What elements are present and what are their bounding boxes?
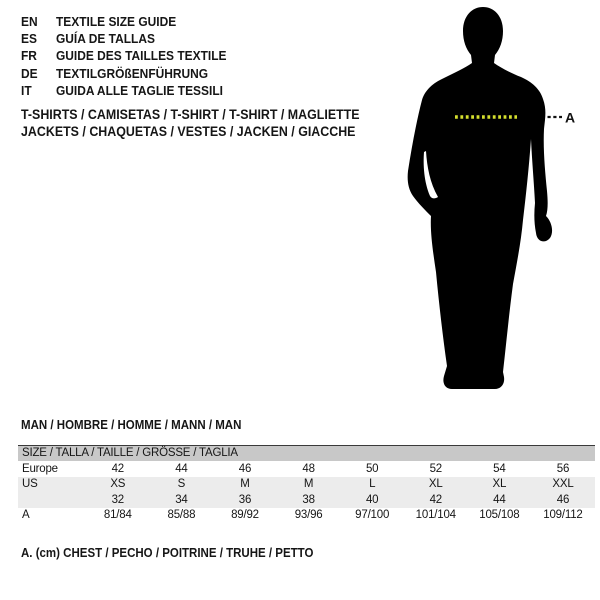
row-label: A <box>22 509 30 522</box>
language-label: TEXTILGRÖßENFÜHRUNG <box>55 65 209 81</box>
language-list <box>21 13 227 99</box>
table-cell: 101/104 <box>415 509 456 522</box>
table-cell: 54 <box>493 462 506 475</box>
row-label: Europe <box>22 462 58 475</box>
table-cell: 32 <box>111 493 124 506</box>
table-cell: XXL <box>552 478 574 491</box>
language-row-de <box>21 65 227 82</box>
section-title: MAN / HOMBRE / HOMME / MANN / MAN <box>21 418 242 432</box>
table-cell: 50 <box>365 462 379 475</box>
language-code: IT <box>21 82 32 98</box>
table-cell: 48 <box>302 462 315 475</box>
table-cell: 34 <box>175 493 188 506</box>
language-label: GUIDA ALLE TAGLIE TESSILI <box>55 82 223 98</box>
language-label: GUIDE DES TAILLES TEXTILE <box>55 48 227 64</box>
table-cell: 44 <box>175 462 188 475</box>
size-table <box>18 445 595 523</box>
language-label: GUÍA DE TALLAS <box>55 31 155 47</box>
table-cell: 89/92 <box>231 509 259 522</box>
language-label: TEXTILE SIZE GUIDE <box>55 14 177 30</box>
language-row-es <box>21 30 227 47</box>
table-cell: L <box>369 478 376 491</box>
table-cell: 105/108 <box>479 509 520 522</box>
table-cell: 40 <box>365 493 379 506</box>
table-cell: XL <box>492 478 507 491</box>
table-cell: 93/96 <box>294 509 323 522</box>
language-code: FR <box>21 48 37 64</box>
table-cell: 44 <box>493 493 506 506</box>
table-cell: S <box>177 478 186 491</box>
row-label: US <box>22 478 38 491</box>
table-cell: M <box>303 478 314 491</box>
language-code: DE <box>21 65 38 81</box>
measure-footnote: A. (cm) CHEST / PECHO / POITRINE / TRUHE / PETTO <box>21 546 314 560</box>
table-cell: 85/88 <box>167 509 196 522</box>
size-table-header: SIZE / TALLA / TAILLE / GRÖSSE / TAGLIA <box>18 446 595 461</box>
man-body-shape <box>408 7 552 389</box>
table-cell: XS <box>110 478 126 491</box>
man-silhouette <box>395 5 580 393</box>
measure-label-a: A <box>565 109 576 126</box>
table-cell: 81/84 <box>103 509 132 522</box>
category-list <box>21 107 360 140</box>
category-line-tshirts: T-SHIRTS / CAMISETAS / T-SHIRT / T-SHIRT / MAGLIETTE <box>21 107 360 122</box>
table-cell: 42 <box>429 493 442 506</box>
category-line-jackets: JACKETS / CHAQUETAS / VESTES / JACKEN / GIACCHE <box>21 123 356 139</box>
table-cell: 109/112 <box>543 509 583 522</box>
table-cell: 52 <box>429 462 442 475</box>
language-code: ES <box>21 31 37 47</box>
table-row-europe <box>18 461 595 477</box>
table-cell: 42 <box>111 462 124 475</box>
table-cell: 97/100 <box>355 509 390 522</box>
table-cell: M <box>240 478 250 491</box>
language-code: EN <box>21 14 38 30</box>
table-cell: 36 <box>238 493 252 506</box>
table-cell: 46 <box>556 493 570 506</box>
table-row-us <box>18 477 595 493</box>
table-cell: 46 <box>238 462 252 475</box>
table-row-us-numeric <box>18 492 595 508</box>
table-cell: XL <box>428 478 443 491</box>
table-cell: 38 <box>302 493 315 506</box>
table-row-chest <box>18 508 595 524</box>
language-row-fr <box>21 47 227 64</box>
language-row-en <box>21 13 227 30</box>
language-row-it <box>21 82 227 99</box>
table-cell: 56 <box>556 462 570 475</box>
